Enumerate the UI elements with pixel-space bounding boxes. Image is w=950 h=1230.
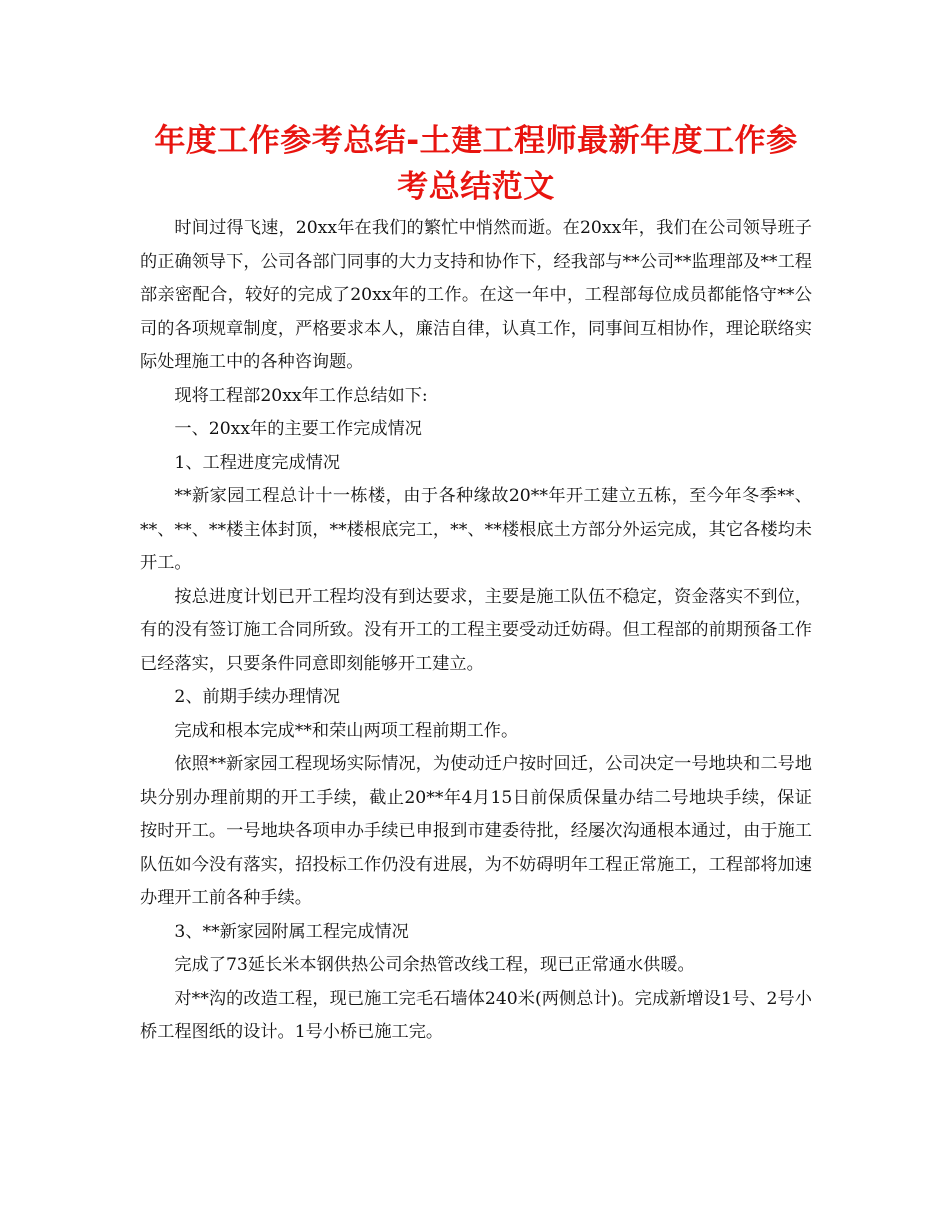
subheading-procedures: 2、前期手续办理情况: [174, 687, 341, 707]
paragraph-heating-pipe: 完成了73延长米本钢供热公司余热管改线工程，现已正常通水供暖。: [174, 955, 695, 975]
paragraph-progress-analysis: 按总进度计划已开工程均没有到达要求，主要是施工队伍不稳定，资金落实不到位，有的没有签订施工合同所致。没有开工的工程主要受动迁妨碍。但工程部的前期预备工作已经落实，只要条件同意即刻能够开工建立。: [140, 586, 812, 674]
paragraph-procedures-summary: 完成和根本完成**和荣山两项工程前期工作。: [174, 720, 519, 741]
paragraph-intro: 时间过得飞速，20xx年在我们的繁忙中悄然而逝。在20xx年，我们在公司领导班子的正确领导下，公司各部门同事的大力支持和协作下，经我部与**公司**监理部及**工程部亲密配合，较好的完成了20xx年的工作。在这一年中，工程部每位成员都能恪守**公司的各项规章制度，严格要求本人，廉洁自律，认真工作，同事间互相协作，理论联络实际处理施工中的各种咨询题。: [140, 218, 812, 372]
document-body: [140, 212, 812, 1050]
paragraph-ditch-bridges: 对**沟的改造工程，现已施工完毛石墙体240米(两侧总计)。完成新增设1号、2号小桥工程图纸的设计。1号小桥已施工完。: [140, 988, 812, 1042]
document-title: 年度工作参考总结-土建工程师最新年度工作参考总结范文: [154, 123, 798, 205]
subheading-progress: 1、工程进度完成情况: [174, 452, 341, 473]
section-heading-main-work: 一、20xx年的主要工作完成情况: [174, 419, 422, 439]
paragraph-progress-detail: **新家园工程总计十一栋楼，由于各种缘故20**年开工建立五栋，至今年冬季**、**、**、**楼主体封顶，**楼根底完工，**、**楼根底土方部分外运完成，其它各楼均未开工。: [140, 486, 812, 573]
paragraph-summary-lead: 现将工程部20xx年工作总结如下:: [174, 385, 428, 406]
subheading-ancillary: 3、**新家园附属工程完成情况: [174, 921, 409, 942]
paragraph-procedures-detail: 依照**新家园工程现场实际情况，为使动迁户按时回迁，公司决定一号地块和二号地块分别办理前期的开工手续，截止20**年4月15日前保质保量办结二号地块手续，保证按时开工。一号地块各项申办手续已申报到市建委待批，经屡次沟通根本通过，由于施工队伍如今没有落实，招投标工作仍没有进展，为不妨碍明年工程正常施工，工程部将加速办理开工前各种手续。: [140, 754, 812, 908]
